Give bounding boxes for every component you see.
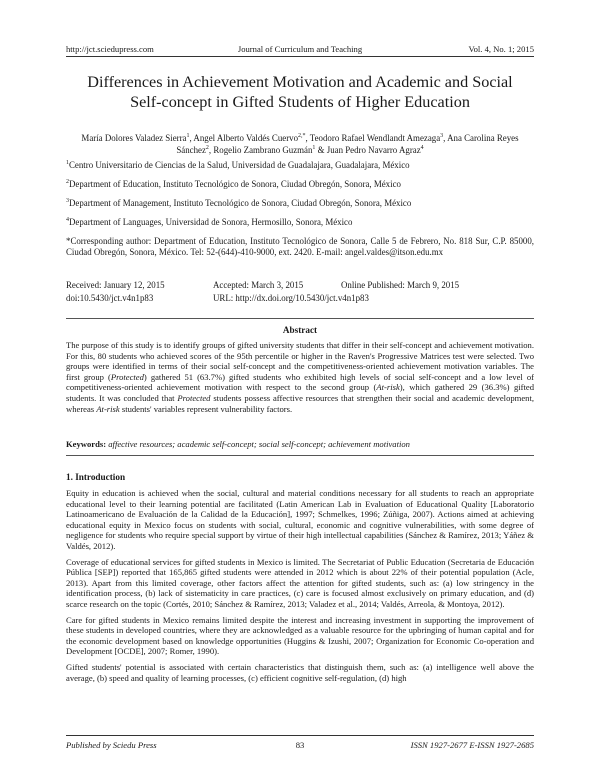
affiliations [66,160,534,266]
author-name: , Teodoro Rafael Wendlandt Amezaga [305,133,441,143]
abstract-text: The purpose of this study is to identify groups of gifted university students that differ in their self-concept and achievement motivation. For this, 80 students who achieved scores of the 95th percentile or higher in the Raven's Progressive Matrices test were selected. Two groups were identified in terms of their social self-concept and the competitiveness-oriented achievement motivation variables. The first group ( [66,340,534,382]
paragraph: Care for gifted students in Mexico remains limited despite the interest and increasing investment in supporting the improvement of these students in developed countries, where they are acknowledged as a valuable resource for the upbringing of human capital and for the economic development based on knowledge opportunities (Huggins & Izushi, 2007; Organization for Economic Co-operation and Development [OCDE], 2007; Romer, 1990). [66,614,534,657]
keywords-list: affective resources; academic self-concept; social self-concept; achievement motivation [106,439,410,449]
keywords [66,439,534,450]
divider [66,455,534,456]
header-rule [66,56,534,57]
received-date: Received: January 12, 2015 [66,280,165,290]
author-name: , Angel Alberto Valdés Cuervo [189,133,299,143]
section-body [66,488,534,688]
affiliation-4 [66,217,534,228]
author-name: , Rogelio Zambrano Guzmán [208,144,313,155]
page-footer [66,740,534,752]
affiliation-text: Department of Education, Instituto Tecnológico de Sonora, Ciudad Obregón, Sonora, México [69,179,401,189]
page-number: 83 [295,740,305,750]
corresponding-author: *Corresponding author: Department of Education, Instituto Tecnológico de Sonora, Calle 5 de Febrero, No. 818 Sur, C.P. 85000, Ciudad Obregón, Sonora, México. Tel: 52-(644)-410-9000, ext. 2420. E-mail: angel.valdes@itson.edu.mx [66,236,534,257]
affiliation-text: Department of Management, Instituto Tecnológico de Sonora, Ciudad Obregón, Sonora, México [69,198,412,208]
affiliation-number: 3 [66,198,69,205]
volume-info: Vol. 4, No. 1; 2015 [468,44,534,54]
section-heading: 1. Introduction [66,472,126,482]
author-affil-mark: 4 [420,144,424,151]
doi: doi:10.5430/jct.v4n1p83 [66,293,154,303]
affiliation-1 [66,160,534,171]
affiliation-text: Department of Languages, Universidad de Sonora, Hermosillo, Sonora, México [69,217,353,227]
abstract-text: ), which gathered 29 (36.3%) gifted students. It was concluded that [66,382,535,403]
doi-url-link[interactable]: URL: http://dx.doi.org/10.5430/jct.v4n1p83 [213,293,369,303]
running-header [66,43,534,57]
publication-dates [66,280,534,306]
author-affil-mark: 1 [312,144,316,151]
paper-title [80,72,520,112]
abstract-term: Protected [110,371,144,382]
author-name: , Ana Carolina Reyes Sánchez [176,133,519,155]
abstract-term: Protected [177,392,211,403]
affiliation-number: 1 [66,160,69,167]
publisher: Published by Sciedu Press [66,740,157,750]
abstract-term: At-risk [376,382,400,393]
affiliation-2 [66,179,534,190]
affiliation-text: Centro Universitario de Ciencias de la Salud, Universidad de Guadalajara, Guadalajara, México [69,160,410,170]
author-name: María Dolores Valadez Sierra [81,133,187,143]
affiliation-number: 4 [66,217,69,224]
divider [66,318,534,319]
abstract-text: students' variables represent vulnerability factors. [119,403,293,414]
footer-rule [66,735,534,736]
keywords-label: Keywords: [66,439,107,449]
author-affil-mark: 2 [205,144,209,151]
abstract-text: students possess affective resources that strengthen their social and academic development, whereas [66,392,534,414]
abstract-body [66,340,534,414]
paragraph: Gifted students' potential is associated with certain characteristics that distinguish them, such as: (a) intelligence well above the average, (b) speed and quality of learning processes, (c) efficient cognitive self-regulation, (d) high [66,661,534,683]
author-affil-mark: 1 [186,133,190,140]
author-affil-mark: 2,* [298,133,306,140]
abstract-term: At-risk [96,403,120,414]
abstract-heading: Abstract [282,325,318,335]
author-list [66,133,534,156]
title-line-2: Self-concept in Gifted Students of Higher Education [130,93,470,111]
published-date: Online Published: March 9, 2015 [341,280,460,290]
paragraph: Coverage of educational services for gifted students in Mexico is limited. The Secretariat of Public Education (Secretaria de Educación Pública [SEP]) reported that 165,865 gifted students were attended in 2012 which is about 22% of their potential population (Acle, 2013). Apart from this limited coverage, other factors affect the attention for gifted students, such as: (a) low stringency in the identification process, (b) lack of sistematicity in care practices, (c) care is focused almost exclusively on primary education, and (d) scarce research on the topic (Cortés, 2010; Sánchez & Ramírez, 2013; Valadez et al., 2014; Valdés, Arreola, & Montoya, 2012). [66,556,534,609]
abstract-text: ) gathered 51 (63.7%) gifted students who exhibited high levels of social self-concept and a low level of competitiveness-oriented achievement motivation with respect to the second group ( [66,371,534,393]
journal-name: Journal of Curriculum and Teaching [237,44,363,54]
author-affil-mark: 3 [440,133,444,140]
author-name: & Juan Pedro Navarro Agraz [315,144,421,155]
affiliation-3 [66,198,534,209]
affiliation-number: 2 [66,179,69,186]
accepted-date: Accepted: March 3, 2015 [213,280,304,290]
journal-url[interactable]: http://jct.sciedupress.com [66,44,154,54]
title-line-1: Differences in Achievement Motivation and Academic and Social [87,73,513,91]
issn: ISSN 1927-2677 E-ISSN 1927-2685 [410,740,534,750]
paragraph: Equity in education is achieved when the social, cultural and material conditions necessary for all students to reach an appropriate educational level to their learning potential are facilitated (Latin American Lab in Evaluation of Educational Quality [Laboratorio Latinoamericano de Evaluación de la Calidad de la Educación], 1997; Schmelkes, 1996; Zúñiga, 2007). Actions aimed at achieving educational equity in Mexico focus on students with social, cultural, economic and cognitive vulnerabilities, with some degree of negligence for students who require special support by virtue of their high intellectual capabilities (Sánchez & Ramírez, 2013; Yáñez & Valdés, 2012). [66,488,534,551]
